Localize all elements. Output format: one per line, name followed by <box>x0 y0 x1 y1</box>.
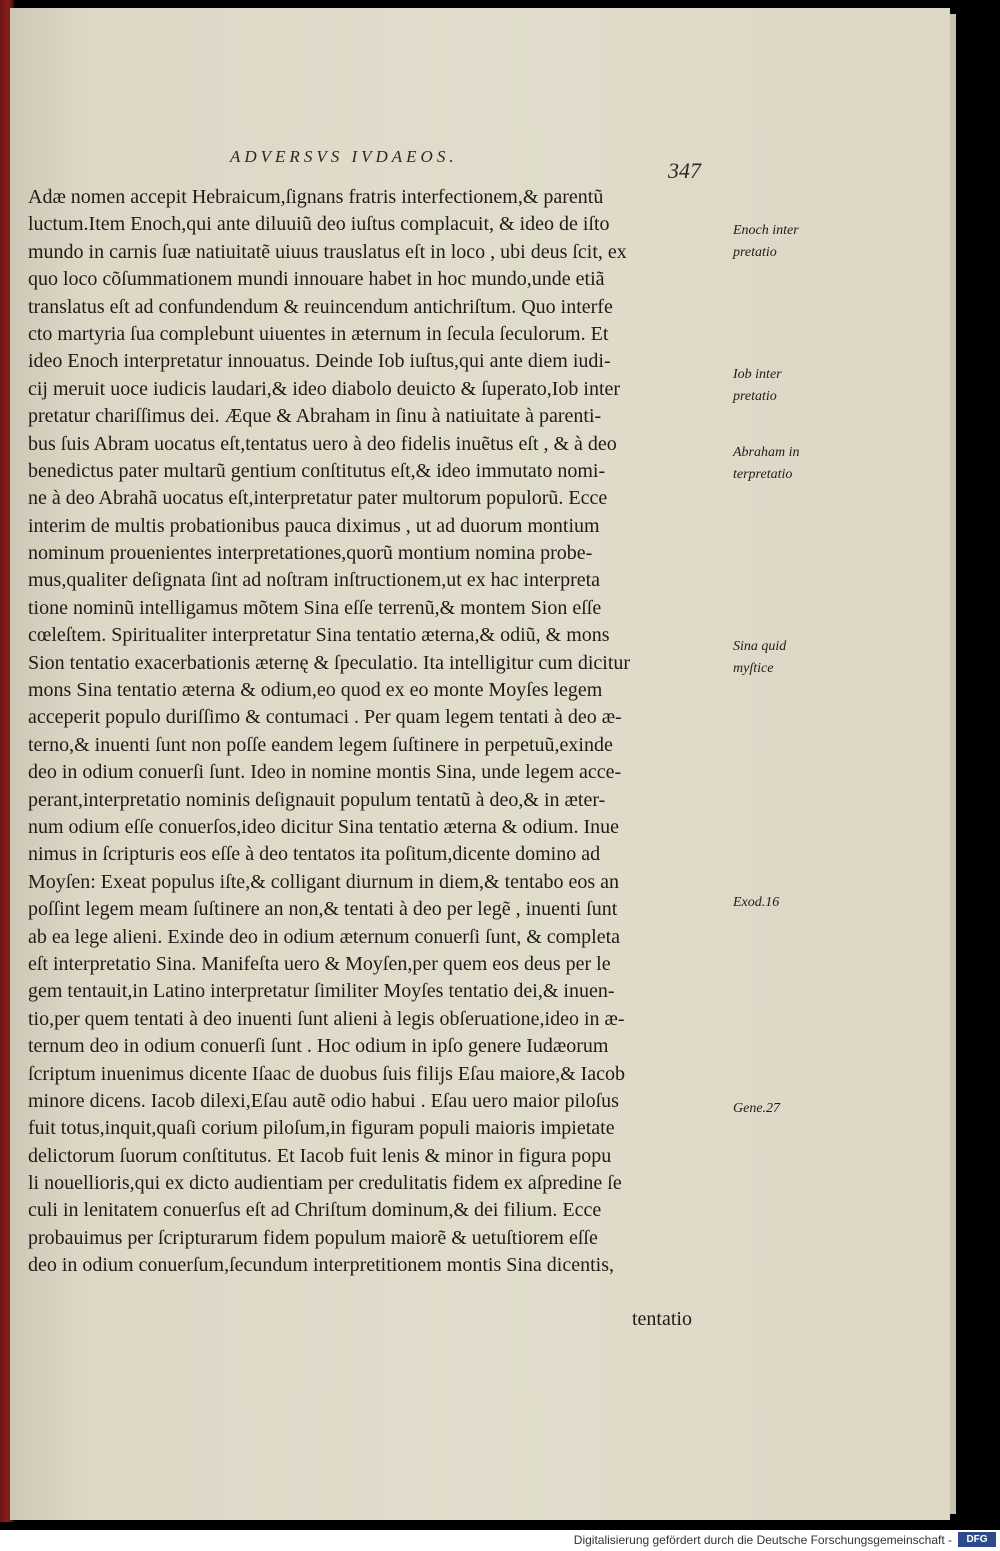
text-line: mundo in carnis ſuæ natiuitatẽ uiuus trauslatus eſt in loco , ubi deus ſcit, ex <box>28 240 627 263</box>
text-line: deo in odium conuerſi ſunt. Ideo in nomine montis Sina, unde legem acce- <box>28 761 622 784</box>
text-line: pretatur chariſſimus dei. Æque & Abraham in ſinu à natiuitate à parenti- <box>28 405 602 428</box>
text-line: quo loco cõſummationem mundi innouare habet in hoc mundo,unde etiã <box>28 268 605 291</box>
text-line: li nouellioris,qui ex dicto audientiam per credulitatis fidem ex aſpredine ſe <box>28 1172 622 1195</box>
marginal-note-line: Exod.16 <box>733 895 780 910</box>
text-line: probauimus per ſcripturarum fidem populum maiorẽ & uetuſtiorem eſſe <box>28 1226 598 1249</box>
text-line: interim de multis probationibus pauca diximus , ut ad duorum montium <box>28 514 600 537</box>
text-line: mons Sina tentatio æterna & odium,eo quod ex eo monte Moyſes legem <box>28 679 603 702</box>
text-line: eſt interpretatio Sina. Manifeſta uero & Moyſen,per quem eos deus per le <box>28 952 611 975</box>
marginal-note-iob <box>733 364 782 408</box>
text-line: ne à deo Abrahã uocatus eſt,interpretatur pater multorum populorũ. Ecce <box>28 487 608 510</box>
marginal-note-genesis <box>733 1098 780 1120</box>
running-head: ADVERSVS IVDAEOS. <box>230 147 458 166</box>
text-line: acceperit populo duriſſimo & contumaci . Per quam legem tentati à deo æ- <box>28 706 622 729</box>
text-line: gem tentauit,in Latino interpretatur ſimiliter Moyſes tentatio dei,& inuen- <box>28 980 615 1003</box>
text-line: fuit totus,inquit,quaſi corium piloſum,in figuram populi maioris impietate <box>28 1117 615 1140</box>
marginal-note-line: Enoch inter <box>733 223 799 238</box>
text-line: benedictus pater multarũ gentium conſtitutus eſt,& ideo immutato nomi- <box>28 459 606 482</box>
marginal-note-line: Iob inter <box>733 367 782 382</box>
text-line: mus,qualiter deſignata ſint ad noſtram inſtructionem,ut ex hac interpreta <box>28 569 601 592</box>
marginal-note-enoch <box>733 220 799 264</box>
marginal-note-line: Gene.27 <box>733 1101 781 1116</box>
marginal-note-line: Sina quid <box>733 639 787 654</box>
text-line: ab ea lege alieni. Exinde deo in odium æternum conuerſi ſunt, & completa <box>28 925 621 948</box>
text-line: cto martyria ſua complebunt uiuentes in æternum in ſecula ſeculorum. Et <box>28 322 609 345</box>
marginal-note-line: terpretatio <box>733 467 793 482</box>
marginal-note-sina <box>733 636 786 680</box>
text-line: cœleſtem. Spiritualiter interpretatur Sina tentatio æterna,& odiũ, & mons <box>28 624 610 647</box>
main-text-block <box>28 184 718 1280</box>
text-line: deo in odium conuerſum,ſecundum interpretitionem montis Sina dicentis, <box>28 1254 615 1277</box>
marginal-note-exodus <box>733 892 779 914</box>
footer-credit-text: Digitalisierung gefördert durch die Deutsche Forschungsgemeinschaft - <box>573 1533 952 1547</box>
text-line: tione nominũ intelligamus mõtem Sina eſſe terrenũ,& montem Sion eſſe <box>28 596 602 619</box>
marginal-note-abraham <box>733 442 800 486</box>
text-line: delictorum ſuorum conſtitutus. Et Iacob fuit lenis & minor in figura popu <box>28 1144 612 1167</box>
marginal-note-line: pretatio <box>733 389 777 404</box>
text-line: cij meruit uoce iudicis laudari,& ideo diabolo deuicto & ſuperato,Iob inter <box>28 377 621 400</box>
text-line: nimus in ſcripturis eos eſſe à deo tentatos ita poſitum,dicente domino ad <box>28 843 601 866</box>
text-line: ternum deo in odium conuerſi ſunt . Hoc odium in ipſo genere Iudæorum <box>28 1035 609 1058</box>
text-line: num odium eſſe conuerſos,ideo dicitur Sina tentatio æterna & odium. Inue <box>28 815 619 838</box>
text-line: ſcriptum inuenimus dicente Iſaac de duobus ſuis filijs Eſau maiore,& Iacob <box>28 1062 626 1085</box>
text-line: luctum.Item Enoch,qui ante diluuiũ deo iuſtus complacuit, & ideo de iſto <box>28 213 610 236</box>
text-line: culi in lenitatem conuerſus eſt ad Chriſtum dominum,& dei filium. Ecce <box>28 1199 602 1222</box>
text-line: translatus eſt ad confundendum & reuincendum antichriſtum. Quo interfe <box>28 295 613 318</box>
page-number: 347 <box>668 158 701 183</box>
marginal-note-line: pretatio <box>733 245 777 260</box>
text-line: terno,& inuenti ſunt non poſſe eandem legem ſuſtinere in perpetuũ,exinde <box>28 733 613 756</box>
text-line: bus ſuis Abram uocatus eſt,tentatus uero à deo fidelis inuẽtus eſt , & à deo <box>28 432 617 455</box>
catchword: tentatio <box>632 1308 692 1330</box>
text-line: Moyſen: Exeat populus iſte,& colligant diurnum in diem,& tentabo eos an <box>28 870 620 893</box>
footer-bar <box>0 1530 1000 1551</box>
text-line: perant,interpretatio nominis deſignauit populum tentatũ à deo,& in æter- <box>28 788 606 811</box>
marginal-note-line: myſtice <box>733 661 774 676</box>
text-line: nominum prouenientes interpretationes,quorũ montium nomina probe- <box>28 542 593 565</box>
page-edge <box>950 14 956 1514</box>
text-line: minore dicens. Iacob dilexi,Eſau autẽ odio habui . Eſau uero maior piloſus <box>28 1089 619 1112</box>
text-line: Adæ nomen accepit Hebraicum,ſignans fratris interfectionem,& parentũ <box>28 186 604 208</box>
text-line: tio,per quem tentati à deo inuenti ſunt alieni à legis obſeruatione,ideo in æ- <box>28 1007 625 1030</box>
text-line: ideo Enoch interpretatur innouatus. Deinde Iob iuſtus,qui ante diem iudi- <box>28 350 611 373</box>
marginal-note-line: Abraham in <box>733 445 800 460</box>
text-line: poſſint legem meam ſuſtinere an non,& tentati à deo per legẽ , inuenti ſunt <box>28 898 618 921</box>
text-line: Sion tentatio exacerbationis æternę & ſpeculatio. Ita intelligitur cum dicitur <box>28 651 631 674</box>
dfg-logo: DFG <box>958 1532 996 1547</box>
